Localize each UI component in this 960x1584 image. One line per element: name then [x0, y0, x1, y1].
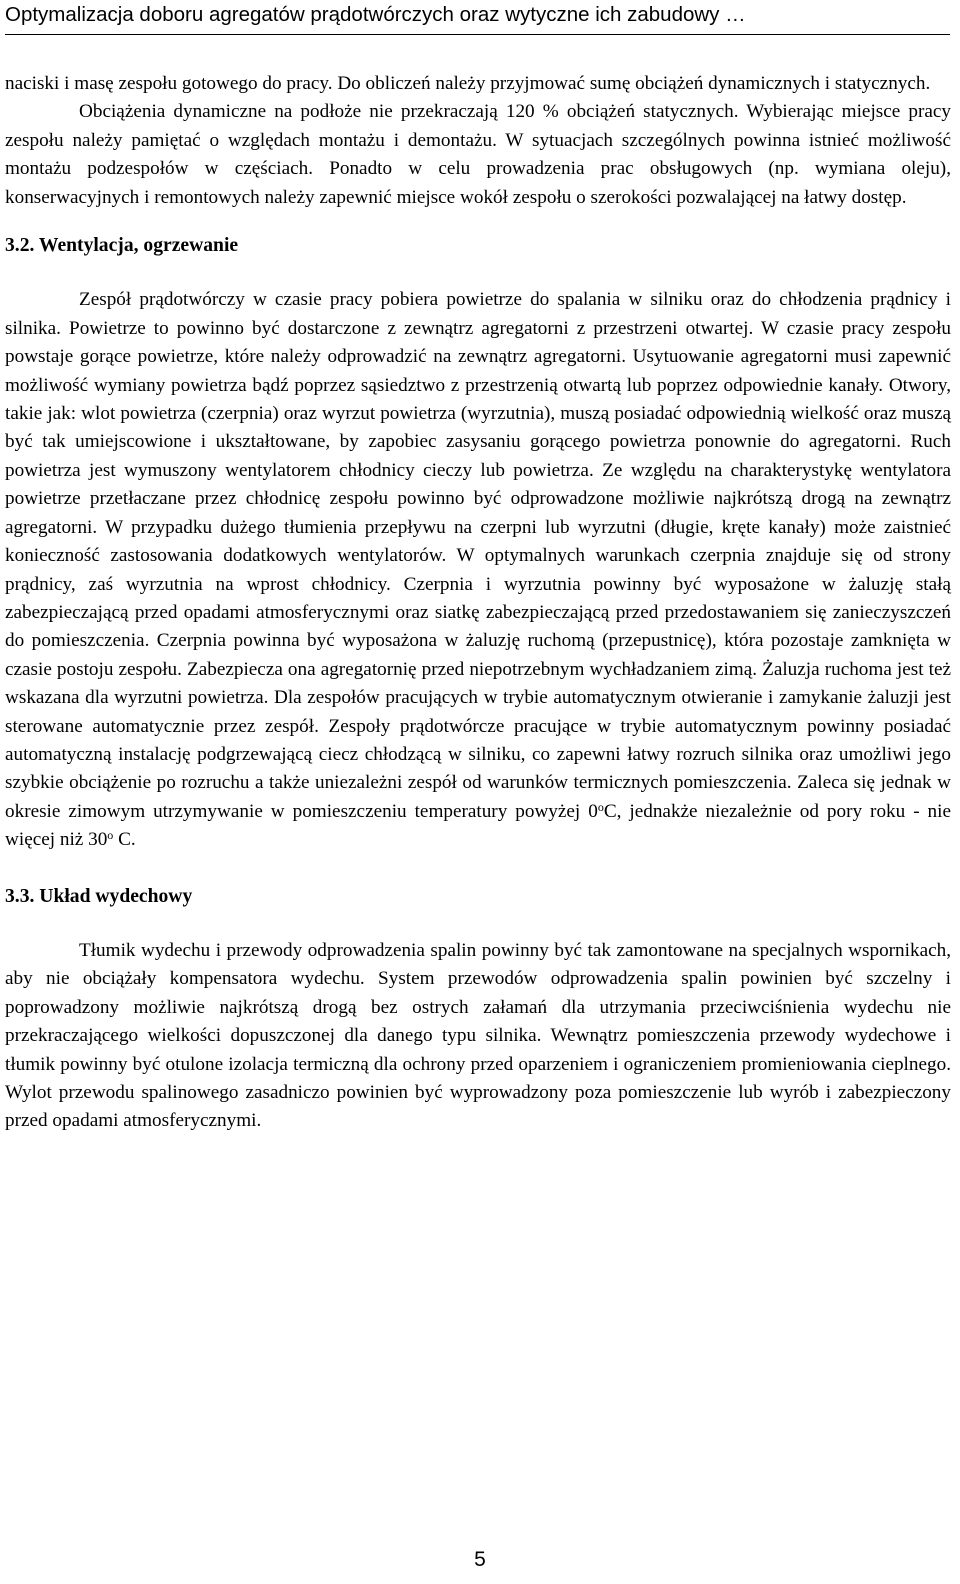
paragraph-exhaust: Tłumik wydechu i przewody odprowadzenia spalin powinny być tak zamontowane na specjalnych wspornikach, aby nie obciążały kompensatora wydechu. System przewodów odprowadzenia spalin powinien być szczelny i poprowadzony możliwie najkrótszą drogą bez ostrych załamań dla utrzymania przeciwciśnienia wydechu nie przekraczającego wielkości dopuszczonej dla danego typu silnika. Wewnątrz pomieszczenia przewody wydechowe i tłumik powinny być otulone izolacja termiczną dla ochrony przed oparzeniem i ograniczeniem promieniowania cieplnego. Wylot przewodu spalinowego zasadniczo powinien być wyprowadzony poza pomieszczenie lub wyrób i zabezpieczony przed opadami atmosferycznymi. [5, 939, 951, 1132]
page-content [5, 70, 951, 1136]
section-heading-ventilation: 3.2. Wentylacja, ogrzewanie [5, 235, 239, 257]
paragraph-dynamic-loads: Obciążenia dynamiczne na podłoże nie przekraczają 120 % obciążeń statycznych. Wybierając miejsce pracy zespołu należy pamiętać o względach montażu i demontażu. W sytuacjach szczególnych powinna istnieć możliwość montażu podzespołów w częściach. Ponadto w celu prowadzenia prac obsługowych (np. wymiana oleju), konserwacyjnych i remontowych należy zapewnić miejsce wokół zespołu o szerokości pozwalającej na łatwy dostęp. [5, 101, 951, 208]
paragraph-intro-continuation: naciski i masę zespołu gotowego do pracy. Do obliczeń należy przyjmować sumę obciążeń dynamicznych i statycznych. [5, 73, 931, 94]
paragraph-ventilation [5, 286, 951, 854]
degree-superscript-2: o [107, 828, 114, 843]
degree-superscript-1: o [597, 799, 604, 814]
ventilation-text: Zespół prądotwórczy w czasie pracy pobiera powietrze do spalania w silniku oraz do chłodzenia prądnicy i silnika. Powietrze to powinno być dostarczone z zewnątrz agregatorni z przestrzeni otwartej. W czasie pracy zespołu powstaje gorące powietrze, które należy odprowadzić na zewnątrz agregatorni. Usytuowanie agregatorni musi zapewnić możliwość wymiany powietrza bądź poprzez sąsiedztwo z przestrzenią otwartą lub poprzez odpowiednie kanały. Otwory, takie jak: wlot powietrza (czerpnia) oraz wyrzut powietrza (wyrzutnia), muszą posiadać odpowiednią wielkość oraz muszą być tak umiejscowione i ukształtowane, by zapobiec zasysaniu gorącego powietrza ponownie do agregatorni. Ruch powietrza jest wymuszony wentylatorem chłodnicy cieczy lub powietrza. Ze względu na charakterystykę wentylatora powietrze przetłaczane przez chłodnicę zespołu powinno być odprowadzone możliwie najkrótszą drogą na zewnątrz agregatorni. W przypadku dużego tłumienia przepływu na czerpni lub wyrzutni (długie, kręte kanały) może zaistnieć konieczność zastosowania dodatkowych wentylatorów. W optymalnych warunkach czerpnia znajduje się od strony prądnicy, zaś wyrzutnia na wprost chłodnicy. Czerpnia i wyrzutnia powinny być wyposażone w żaluzję stałą zabezpieczającą przed opadami atmosferycznymi oraz siatkę zabezpieczającą przed przedostawaniem się zanieczyszczeń do pomieszczenia. Czerpnia powinna być wyposażona w żaluzję ruchomą (przepustnicę), która pozostaje zamknięta w czasie postoju zespołu. Zabezpiecza ona agregatornię przed niepotrzebnym wychładzaniem zimą. Żaluzja ruchoma jest też wskazana dla wyrzutni powietrza. Dla zespołów pracujących w trybie automatycznym otwieranie i zamykanie żaluzji jest sterowane automatycznie przez zespół. Zespoły prądotwórcze pracujące w trybie automatycznym powinny posiadać automatyczną instalację podgrzewającą ciecz chłodzącą w silniku, co zapewni łatwy rozruch silnika oraz umożliwi jego szybkie obciążenie po rozruchu a także uniezależni zespół od warunków termicznych pomieszczenia. Zaleca się jednak w okresie zimowym utrzymywanie w pomieszczeniu temperatury powyżej 0 [5, 289, 951, 822]
ventilation-text-end: C. [113, 829, 136, 851]
section-heading-exhaust: 3.3. Układ wydechowy [5, 885, 193, 907]
ventilation-text-mid: C, jednakże niezależnie od pory roku - nie więcej niż 30 [5, 800, 951, 851]
page-number: 5 [474, 1548, 486, 1571]
running-header: Optymalizacja doboru agregatów prądotwórczych oraz wytyczne ich zabudowy … [5, 0, 950, 35]
